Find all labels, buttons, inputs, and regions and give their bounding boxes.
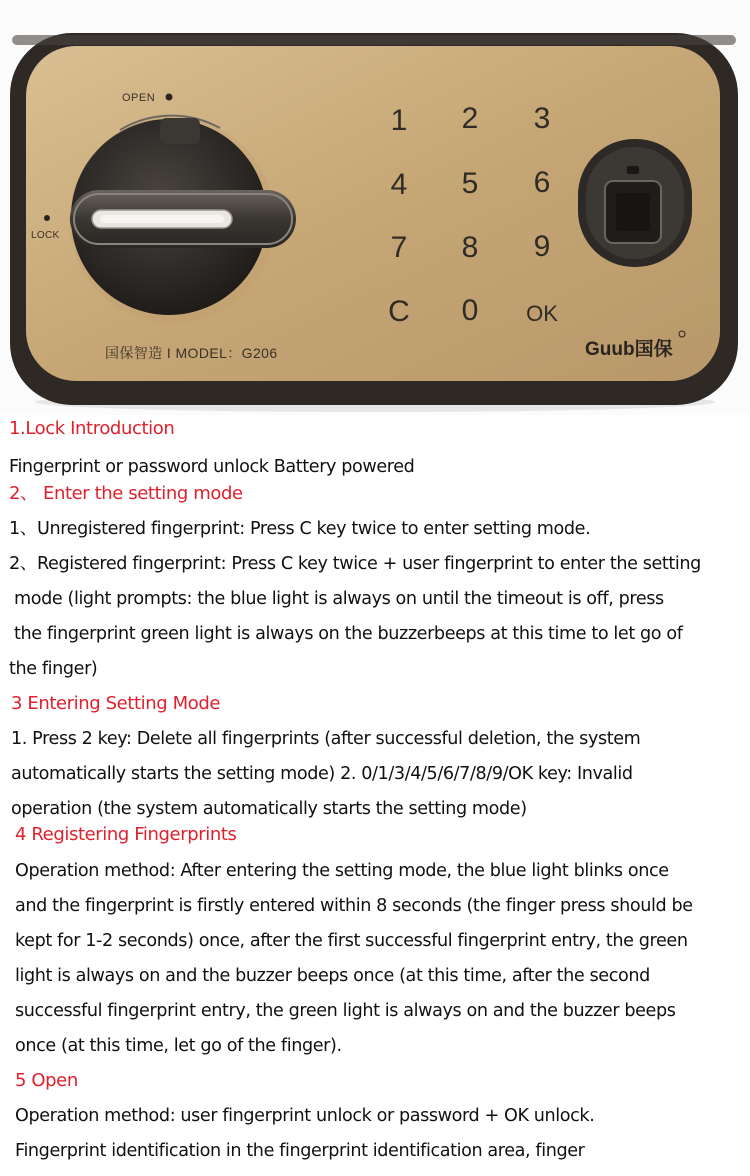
key-ok[interactable]: OK [526,301,558,326]
text-entering-1: 1. Press 2 key: Delete all fingerprints (after successful deletion, the system [11,729,641,749]
key-3[interactable]: 3 [533,102,551,135]
model-label: 国保智造 I MODEL：G206 [105,345,278,361]
text-registering-2: and the fingerprint is firstly entered within 8 seconds (the finger press should be [15,896,693,916]
brand-logo: Guub国保 [585,339,673,360]
key-6[interactable]: 6 [533,166,551,199]
heading-open: 5 Open [15,1070,78,1091]
lock-label: LOCK [31,230,60,241]
key-5[interactable]: 5 [461,167,479,200]
key-7[interactable]: 7 [390,231,408,264]
text-open-1: Operation method: user fingerprint unlock or password + OK unlock. [15,1106,595,1126]
text-registered-4: the finger) [9,659,98,679]
heading-registering: 4 Registering Fingerprints [15,824,237,845]
text-unregistered: 1、Unregistered fingerprint: Press C key twice to enter setting mode. [9,519,591,539]
text-entering-3: operation (the system automatically starts the setting mode) [11,799,527,819]
lock-indicator [44,215,50,221]
open-indicator [166,94,173,101]
text-registering-6: once (at this time, let go of the finger). [15,1036,342,1056]
heading-entering-setting: 3 Entering Setting Mode [11,693,221,714]
open-label: OPEN [122,92,156,104]
text-entering-2: automatically starts the setting mode) 2. 0/1/3/4/5/6/7/8/9/OK key: Invalid [11,764,633,784]
text-registering-4: light is always on and the buzzer beeps once (at this time, after the second [15,966,650,986]
text-registered-2: mode (light prompts: the blue light is always on until the timeout is off, press [14,589,664,609]
text-open-2: Fingerprint identification in the fingerprint identification area, finger [15,1141,585,1161]
text-registered-1: 2、Registered fingerprint: Press C key twice + user fingerprint to enter the setting [9,554,701,574]
text-registered-3: the fingerprint green light is always on the buzzerbeeps at this time to let go of [14,624,683,644]
key-4[interactable]: 4 [390,168,408,201]
key-2[interactable]: 2 [461,102,479,135]
key-0[interactable]: 0 [461,294,479,327]
key-1[interactable]: 1 [390,104,408,137]
key-c[interactable]: C [388,295,410,328]
heading-enter-setting: 2、 Enter the setting mode [9,483,243,504]
text-registering-5: successful fingerprint entry, the green light is always on and the buzzer beeps [15,1001,676,1021]
text-registering-1: Operation method: After entering the setting mode, the blue light blinks once [15,861,669,881]
text-registering-3: kept for 1-2 seconds) once, after the first successful fingerprint entry, the green [15,931,688,951]
key-8[interactable]: 8 [461,231,479,264]
key-9[interactable]: 9 [533,230,551,263]
product-photo [0,0,750,415]
text-lock-introduction: Fingerprint or password unlock Battery powered [9,457,415,477]
fingerprint-led [627,166,639,174]
heading-lock-introduction: 1.Lock Introduction [9,418,175,439]
